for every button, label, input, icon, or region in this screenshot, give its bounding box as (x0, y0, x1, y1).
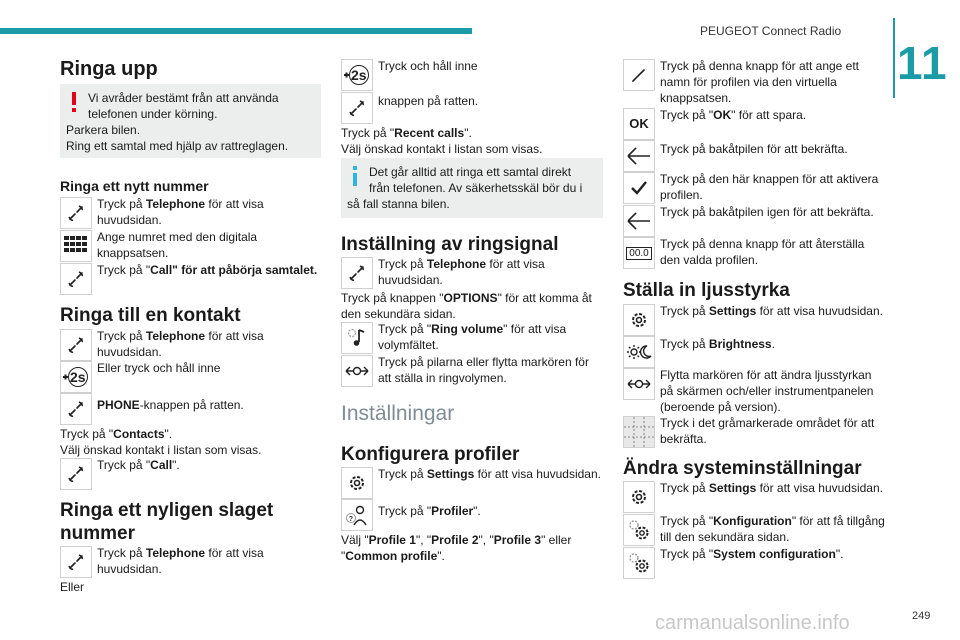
text-e: ", " (478, 533, 494, 547)
text-c: " för att komma åt den sekundära sidan. (341, 291, 592, 321)
phone-icon (60, 263, 92, 295)
step-text-a: Tryck på " (378, 322, 432, 336)
step-text-b: Ring volume (431, 322, 504, 336)
para-contacts (60, 426, 322, 458)
text-a: Välj " (341, 533, 369, 547)
text-i: Common profile (345, 549, 438, 563)
reset-icon (623, 237, 655, 269)
header-title: PEUGEOT Connect Radio (700, 24, 842, 38)
step-text-c: för att visa huvudsidan. (97, 197, 264, 227)
settings-pair-icon (623, 514, 655, 546)
text-h: " (341, 549, 346, 563)
step-text: knappen på ratten. (378, 94, 479, 108)
warning-line-4: Ring ett samtal med hjälp av rattreglagen. (66, 139, 289, 153)
step-text-a: Tryck på " (378, 504, 432, 518)
step-text-a: PHONE (97, 398, 140, 412)
text-b: Profile 1 (368, 533, 416, 547)
step-text: Eller tryck och håll inne (97, 361, 221, 375)
phone-icon (60, 458, 92, 490)
step-text-a: Tryck på (378, 257, 427, 271)
step-text-c: för att visa huvudsidan. (378, 257, 545, 287)
warning-line-3: Parkera bilen. (66, 123, 141, 137)
slider-icon (623, 368, 655, 400)
step-text-a: Tryck på (660, 337, 709, 351)
phone-icon (60, 393, 92, 425)
step-text: Tryck och håll inne (378, 59, 478, 73)
settings-icon (623, 304, 655, 336)
text-a: Tryck på " (60, 427, 114, 441)
step-text-b: Call (150, 458, 173, 472)
para-eller: Eller (60, 580, 85, 594)
step-text-a: Tryck på (660, 481, 709, 495)
heading-ljusstyrka: Ställa in ljusstyrka (623, 280, 790, 301)
step-text-b: Konfiguration (713, 514, 792, 528)
hold-2s-icon (60, 361, 92, 393)
info-note (341, 158, 603, 218)
step-text-b: Call" för att påbörja samtalet. (150, 263, 318, 277)
text-g: " eller (541, 533, 572, 547)
watermark: carmanualsonline.info (655, 612, 850, 634)
text-c: ". (464, 126, 472, 140)
slider-icon (341, 355, 373, 387)
chapter-number: 11 (897, 37, 948, 89)
phone-icon (60, 329, 92, 361)
info-line-3: så fall stanna bilen. (347, 197, 450, 211)
step-text-a: Tryck på " (660, 547, 714, 561)
step-text-c: ". (835, 547, 844, 561)
keypad-icon (60, 230, 92, 262)
step-text: Ange numret med den digitala knappsatsen. (97, 230, 258, 260)
heading-ringa-upp: Ringa upp (60, 58, 158, 80)
ok-icon (623, 108, 655, 140)
heading-line-1: Ringa ett nyligen slaget (60, 500, 274, 521)
text-b: OPTIONS (443, 291, 498, 305)
step-text-a: Tryck på (97, 329, 146, 343)
heading-senast (60, 499, 273, 545)
step-text-c: " för att få tillgång till den sekundära sidan. (660, 514, 885, 544)
step-text-c: för att visa huvudsidan. (756, 304, 883, 318)
step-text: Tryck på bakåtpilen för att bekräfta. (660, 142, 848, 156)
text-j: ". (437, 549, 445, 563)
step-text-b: Settings (708, 304, 757, 318)
text-a: Tryck på " (341, 126, 395, 140)
text-d: Välj önskad kontakt i listan som visas. (341, 142, 543, 156)
pencil-icon (623, 59, 655, 91)
grid-icon (623, 416, 655, 448)
hold-2s-icon (341, 59, 373, 91)
step-text-b: Brightness (708, 337, 772, 351)
step-text: Tryck på bakåtpilen igen för att bekräfta. (660, 205, 874, 219)
step-text-b: Profiler (431, 504, 474, 518)
para-options (341, 290, 603, 322)
step-text-c: för att visa huvudsidan. (474, 467, 601, 481)
step-text-a: Tryck på " (97, 263, 151, 277)
para-profiles (341, 532, 603, 564)
heading-ringa-kontakt: Ringa till en kontakt (60, 305, 241, 326)
step-text-b: Telephone (145, 546, 206, 560)
info-icon (349, 164, 361, 188)
step-text-b: Telephone (426, 257, 487, 271)
check-icon (623, 172, 655, 204)
step-text-c: för att visa huvudsidan. (756, 481, 883, 495)
step-text-b: System configuration (713, 547, 836, 561)
settings-icon (623, 481, 655, 513)
para-recent-calls (341, 125, 603, 157)
text-b: Contacts (113, 427, 165, 441)
back-arrow-icon (623, 205, 655, 237)
reset-label: 00.0 (626, 247, 651, 260)
step-text-a: Tryck på (378, 467, 427, 481)
warning-line-2: telefonen under körning. (88, 107, 218, 121)
info-line-2: från telefonen. Av säkerhetsskäl bör du i (369, 181, 583, 195)
text-a: Tryck på knappen " (341, 291, 444, 305)
step-text-c: ". (473, 504, 481, 518)
heading-profiler: Konfigurera profiler (341, 444, 520, 465)
step-text-c: " för att visa volymfältet. (378, 322, 567, 352)
info-line-1: Det går alltid att ringa ett samtal direkt (369, 165, 572, 179)
profile-icon (341, 499, 373, 531)
brightness-icon (623, 336, 655, 368)
step-text-c: för att visa huvudsidan. (97, 546, 264, 576)
step-text-a: Tryck på (97, 546, 146, 560)
step-text-a: Tryck på (660, 304, 709, 318)
step-text-b: Settings (426, 467, 475, 481)
step-text-a: Tryck på " (97, 458, 151, 472)
phone-icon (341, 92, 373, 124)
phone-icon (60, 197, 92, 229)
step-text-c: " för att spara. (731, 108, 807, 122)
heading-ringsignal: Inställning av ringsignal (341, 234, 559, 255)
step-text-b: Telephone (145, 329, 206, 343)
step-text-b: -knappen på ratten. (139, 398, 244, 412)
settings-icon (341, 467, 373, 499)
phone-icon (60, 546, 92, 578)
step-text-a: Tryck på (97, 197, 146, 211)
header-bar (0, 28, 472, 34)
warning-note (60, 84, 321, 158)
warning-line-1: Vi avråder bestämt från att använda (88, 91, 279, 105)
text-c: ". (164, 427, 173, 441)
text-d: Profile 2 (431, 533, 479, 547)
heading-systeminstallningar: Ändra systeminställningar (623, 458, 862, 479)
step-text-c: ". (172, 458, 180, 472)
hold-label: 2s (351, 67, 367, 83)
step-text: Tryck på den här knappen för att aktivera profilen. (660, 172, 879, 202)
step-text-b: OK (713, 108, 732, 122)
heading-line-2: nummer (60, 523, 135, 544)
svg-text:?: ? (348, 516, 354, 523)
step-text-a: Tryck på " (660, 108, 714, 122)
text-c: ", " (415, 533, 432, 547)
page-number: 249 (912, 610, 931, 622)
step-text: Tryck på denna knapp för att återställa den valda profilen. (660, 237, 865, 267)
step-text-b: Settings (708, 481, 757, 495)
back-arrow-icon (623, 140, 655, 172)
step-text-b: Telephone (145, 197, 206, 211)
step-text-c: för att visa huvudsidan. (97, 329, 264, 359)
step-text-c: . (771, 337, 775, 351)
heading-nytt-nummer: Ringa ett nytt nummer (60, 178, 209, 194)
text-f: Profile 3 (493, 533, 542, 547)
heading-installningar: Inställningar (341, 402, 455, 425)
step-text: Tryck på pilarna eller flytta markören för att ställa in ringvolymen. (378, 355, 589, 385)
phone-icon (341, 257, 373, 289)
music-settings-icon (341, 322, 373, 354)
step-text-a: Tryck på " (660, 514, 714, 528)
step-text: Tryck på denna knapp för att ange ett namn för profilen via den virtuella knappsatsen. (660, 59, 860, 105)
text-b: Recent calls (394, 126, 465, 140)
step-text: Tryck i det gråmarkerade området för att bekräfta. (660, 416, 875, 446)
ok-label: OK (629, 116, 649, 131)
settings-pair-icon (623, 547, 655, 579)
hold-label: 2s (70, 369, 86, 385)
text-d: Välj önskad kontakt i listan som visas. (60, 443, 262, 457)
chapter-divider (893, 18, 895, 98)
step-text: Flytta markören för att ändra ljusstyrkan på skärmen och/eller instrumentpanelen (beroende på version). (660, 368, 874, 414)
warning-icon (68, 90, 80, 114)
